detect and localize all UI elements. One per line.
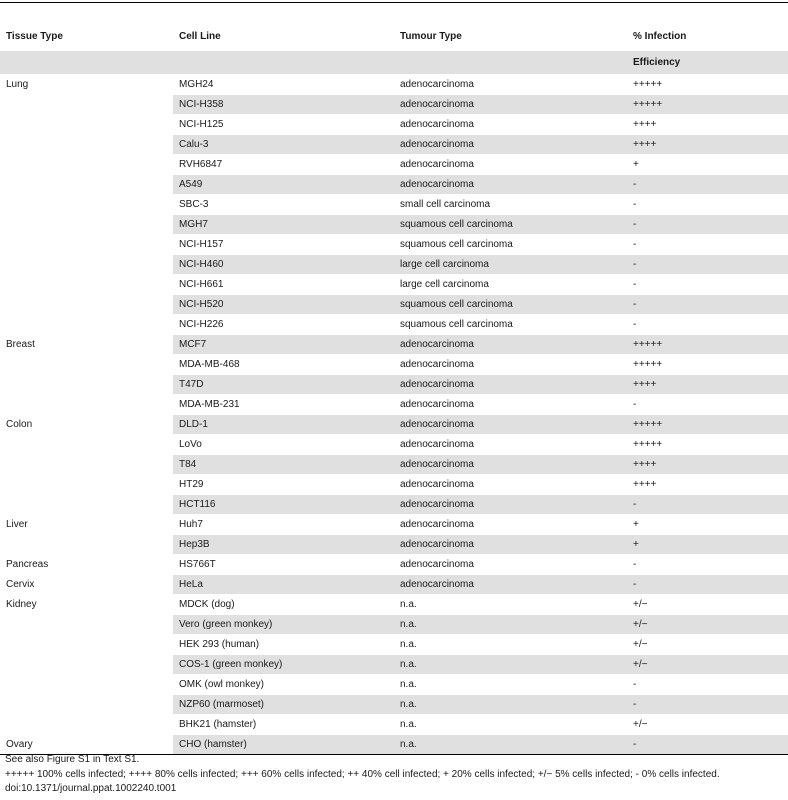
cell-tumour-type: adenocarcinoma	[394, 375, 627, 395]
cell-tumour-type: n.a.	[394, 595, 627, 615]
cell-cell-line: MDA-MB-231	[173, 395, 394, 415]
cell-tumour-type: adenocarcinoma	[394, 175, 627, 195]
cell-infection-efficiency: -	[627, 675, 788, 695]
cell-cell-line: NCI-H460	[173, 255, 394, 275]
cell-cell-line: MGH7	[173, 215, 394, 235]
cell-tumour-type: adenocarcinoma	[394, 435, 627, 455]
cell-infection-efficiency: +/−	[627, 615, 788, 635]
cell-tissue-type	[0, 155, 173, 175]
cell-cell-line: NCI-H157	[173, 235, 394, 255]
cell-tissue-type	[0, 255, 173, 275]
table-row	[0, 275, 788, 295]
cell-cell-line: NCI-H520	[173, 295, 394, 315]
cell-infection-efficiency: +/−	[627, 635, 788, 655]
cell-tumour-type: adenocarcinoma	[394, 155, 627, 175]
cell-infection-efficiency: +	[627, 535, 788, 555]
cell-infection-efficiency: ++++	[627, 115, 788, 135]
cell-cell-line: CHO (hamster)	[173, 735, 394, 755]
cell-cell-line: MCF7	[173, 335, 394, 355]
table-row	[0, 495, 788, 515]
cell-cell-line: COS-1 (green monkey)	[173, 655, 394, 675]
cell-tumour-type: adenocarcinoma	[394, 395, 627, 415]
cell-infection-efficiency: -	[627, 695, 788, 715]
cell-infection-efficiency: -	[627, 235, 788, 255]
cell-tumour-type: squamous cell carcinoma	[394, 315, 627, 335]
table-top-rule	[0, 2, 788, 3]
cell-tissue-type: Colon	[0, 415, 173, 435]
table-row	[0, 175, 788, 195]
cell-tumour-type: adenocarcinoma	[394, 575, 627, 595]
cell-infection-efficiency: -	[627, 295, 788, 315]
cell-tumour-type: adenocarcinoma	[394, 455, 627, 475]
cell-tumour-type: small cell carcinoma	[394, 195, 627, 215]
cell-tissue-type	[0, 495, 173, 515]
cell-tissue-type	[0, 675, 173, 695]
table-row	[0, 295, 788, 315]
cell-tissue-type	[0, 535, 173, 555]
cell-tissue-type: Liver	[0, 515, 173, 535]
cell-tissue-type	[0, 135, 173, 155]
cell-infection-efficiency: -	[627, 215, 788, 235]
cell-tumour-type: adenocarcinoma	[394, 115, 627, 135]
table-row	[0, 135, 788, 155]
cell-tumour-type: squamous cell carcinoma	[394, 235, 627, 255]
cell-infection-efficiency: ++++	[627, 375, 788, 395]
cell-infection-efficiency: -	[627, 555, 788, 575]
header-infection: % Infection	[627, 24, 788, 51]
cell-tissue-type: Breast	[0, 335, 173, 355]
cell-infection-efficiency: ++++	[627, 475, 788, 495]
cell-tissue-type	[0, 315, 173, 335]
cell-tissue-type	[0, 475, 173, 495]
cell-cell-line: T84	[173, 455, 394, 475]
table-row	[0, 415, 788, 435]
cell-cell-line: MDCK (dog)	[173, 595, 394, 615]
cell-tissue-type	[0, 215, 173, 235]
cell-infection-efficiency: +/−	[627, 655, 788, 675]
table-row	[0, 155, 788, 175]
cell-infection-efficiency: -	[627, 255, 788, 275]
cell-infection-efficiency: -	[627, 575, 788, 595]
footnote-doi: doi:10.1371/journal.ppat.1002240.t001	[5, 783, 177, 794]
cell-tissue-type	[0, 375, 173, 395]
table-header-row-2	[0, 51, 788, 75]
cell-infection-efficiency: ++++	[627, 455, 788, 475]
table-row	[0, 515, 788, 535]
cell-tumour-type: adenocarcinoma	[394, 475, 627, 495]
cell-cell-line: LoVo	[173, 435, 394, 455]
cell-tissue-type	[0, 615, 173, 635]
cell-tissue-type	[0, 235, 173, 255]
cell-tissue-type	[0, 435, 173, 455]
cell-cell-line: Huh7	[173, 515, 394, 535]
cell-tissue-type	[0, 175, 173, 195]
table-row	[0, 595, 788, 615]
cell-tumour-type: n.a.	[394, 715, 627, 735]
cell-tumour-type: large cell carcinoma	[394, 255, 627, 275]
cell-infection-efficiency: +/−	[627, 595, 788, 615]
table-row	[0, 615, 788, 635]
cell-cell-line: HCT116	[173, 495, 394, 515]
cell-tissue-type	[0, 655, 173, 675]
table-row	[0, 195, 788, 215]
table-row	[0, 655, 788, 675]
cell-infection-efficiency: -	[627, 195, 788, 215]
cell-tissue-type	[0, 695, 173, 715]
cell-tumour-type: adenocarcinoma	[394, 95, 627, 115]
table-header-row	[0, 24, 788, 51]
cell-infection-efficiency: -	[627, 315, 788, 335]
cell-tumour-type: n.a.	[394, 675, 627, 695]
cell-tumour-type: adenocarcinoma	[394, 75, 627, 95]
table-row	[0, 115, 788, 135]
table-row	[0, 695, 788, 715]
table-row	[0, 75, 788, 95]
table-footnotes	[5, 753, 785, 797]
cell-tumour-type: squamous cell carcinoma	[394, 295, 627, 315]
cell-tissue-type	[0, 355, 173, 375]
table-row	[0, 455, 788, 475]
cell-tumour-type: n.a.	[394, 735, 627, 755]
cell-cell-line: MGH24	[173, 75, 394, 95]
cell-cell-line: Calu-3	[173, 135, 394, 155]
cell-cell-line: A549	[173, 175, 394, 195]
cell-tumour-type: adenocarcinoma	[394, 415, 627, 435]
cell-tissue-type	[0, 275, 173, 295]
cell-tumour-type: adenocarcinoma	[394, 355, 627, 375]
cell-tissue-type	[0, 715, 173, 735]
cell-tissue-type	[0, 395, 173, 415]
table-row	[0, 95, 788, 115]
table-row	[0, 735, 788, 755]
cell-tumour-type: adenocarcinoma	[394, 135, 627, 155]
table-row	[0, 355, 788, 375]
cell-tumour-type: n.a.	[394, 615, 627, 635]
cell-cell-line: DLD-1	[173, 415, 394, 435]
cell-tissue-type	[0, 195, 173, 215]
cell-cell-line: HT29	[173, 475, 394, 495]
cell-tumour-type: n.a.	[394, 695, 627, 715]
table-row	[0, 215, 788, 235]
header-spacer	[0, 51, 173, 75]
cell-infection-efficiency: +++++	[627, 75, 788, 95]
cell-cell-line: NCI-H661	[173, 275, 394, 295]
cell-infection-efficiency: -	[627, 495, 788, 515]
table-row	[0, 375, 788, 395]
cell-tumour-type: adenocarcinoma	[394, 495, 627, 515]
cell-cell-line: RVH6847	[173, 155, 394, 175]
table-row	[0, 395, 788, 415]
header-cell-line: Cell Line	[173, 24, 394, 51]
cell-infection-efficiency: -	[627, 395, 788, 415]
cell-infection-efficiency: +++++	[627, 355, 788, 375]
cell-cell-line: HeLa	[173, 575, 394, 595]
table-row	[0, 715, 788, 735]
cell-cell-line: BHK21 (hamster)	[173, 715, 394, 735]
cell-cell-line: OMK (owl monkey)	[173, 675, 394, 695]
cell-infection-efficiency: +++++	[627, 95, 788, 115]
table-body	[0, 75, 788, 755]
table-row	[0, 575, 788, 595]
footnote-see-also: See also Figure S1 in Text S1.	[5, 754, 140, 765]
table-row	[0, 535, 788, 555]
cell-cell-line: MDA-MB-468	[173, 355, 394, 375]
cell-cell-line: HEK 293 (human)	[173, 635, 394, 655]
cell-cell-line: HS766T	[173, 555, 394, 575]
table-row	[0, 475, 788, 495]
cell-tissue-type	[0, 95, 173, 115]
cell-tissue-type	[0, 455, 173, 475]
cell-cell-line: NCI-H358	[173, 95, 394, 115]
header-tumour-type: Tumour Type	[394, 24, 627, 51]
table-row	[0, 335, 788, 355]
footnote-legend: +++++ 100% cells infected; ++++ 80% cells infected; +++ 60% cells infected; ++ 40% cell infected; + 20% cells infected; +/− 5% cells infected; - 0% cells infected.	[5, 768, 720, 780]
cell-tissue-type: Pancreas	[0, 555, 173, 575]
cell-infection-efficiency: -	[627, 275, 788, 295]
cell-infection-efficiency: ++++	[627, 135, 788, 155]
cell-tumour-type: large cell carcinoma	[394, 275, 627, 295]
cell-tumour-type: adenocarcinoma	[394, 555, 627, 575]
cell-cell-line: NCI-H125	[173, 115, 394, 135]
table-row	[0, 255, 788, 275]
cell-tissue-type: Cervix	[0, 575, 173, 595]
cell-tumour-type: adenocarcinoma	[394, 515, 627, 535]
table-row	[0, 635, 788, 655]
cell-tumour-type: n.a.	[394, 655, 627, 675]
header-efficiency: Efficiency	[627, 51, 788, 75]
cell-cell-line: Hep3B	[173, 535, 394, 555]
header-spacer	[173, 51, 394, 75]
cell-infection-efficiency: -	[627, 175, 788, 195]
header-tissue-type: Tissue Type	[0, 24, 173, 51]
table-row	[0, 315, 788, 335]
cell-infection-efficiency: +++++	[627, 435, 788, 455]
cell-infection-efficiency: -	[627, 735, 788, 755]
table-row	[0, 675, 788, 695]
cell-tissue-type: Ovary	[0, 735, 173, 755]
cell-cell-line: NCI-H226	[173, 315, 394, 335]
cell-tumour-type: adenocarcinoma	[394, 335, 627, 355]
cell-tissue-type	[0, 115, 173, 135]
cell-tissue-type: Lung	[0, 75, 173, 95]
table-row	[0, 235, 788, 255]
cell-infection-efficiency: +	[627, 155, 788, 175]
cell-tissue-type	[0, 295, 173, 315]
cell-tumour-type: n.a.	[394, 635, 627, 655]
cell-infection-efficiency: +++++	[627, 335, 788, 355]
header-spacer	[394, 51, 627, 75]
infection-table	[0, 24, 788, 755]
cell-infection-efficiency: +/−	[627, 715, 788, 735]
cell-tissue-type	[0, 635, 173, 655]
cell-tumour-type: squamous cell carcinoma	[394, 215, 627, 235]
cell-infection-efficiency: +	[627, 515, 788, 535]
cell-infection-efficiency: +++++	[627, 415, 788, 435]
cell-cell-line: NZP60 (marmoset)	[173, 695, 394, 715]
table-row	[0, 555, 788, 575]
cell-cell-line: SBC-3	[173, 195, 394, 215]
cell-cell-line: Vero (green monkey)	[173, 615, 394, 635]
table-row	[0, 435, 788, 455]
cell-tissue-type: Kidney	[0, 595, 173, 615]
cell-cell-line: T47D	[173, 375, 394, 395]
cell-tumour-type: adenocarcinoma	[394, 535, 627, 555]
